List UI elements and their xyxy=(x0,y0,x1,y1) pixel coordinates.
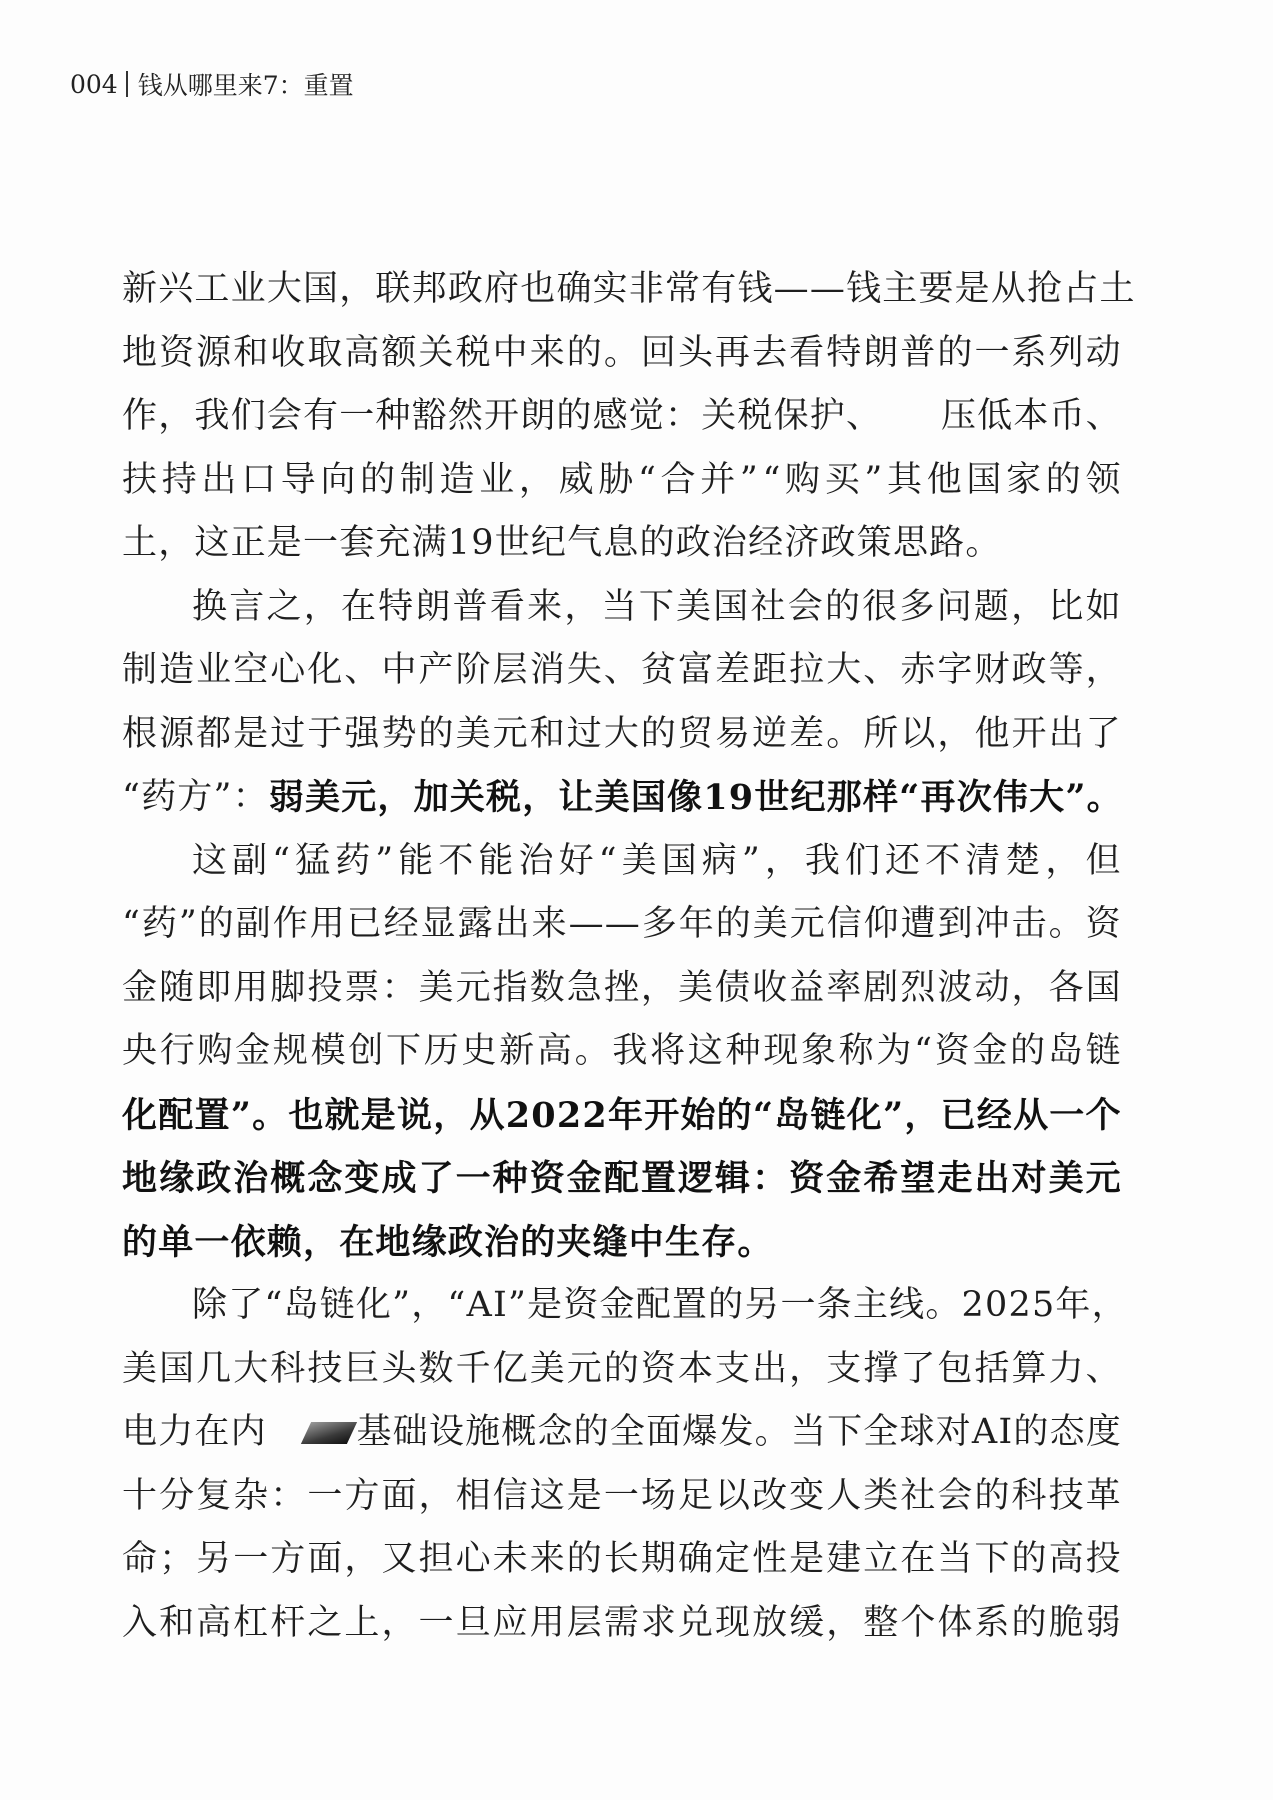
text-line: 命 ； 另 一 方 面 ， 又 担 心 未 来 的 长 期 确 定 性 是 建 立 在 当 下 的 高 投 xyxy=(122,1539,1122,1579)
text-segment: 压低本币、 xyxy=(940,396,1122,436)
text-line xyxy=(122,385,1122,449)
text-line: 十 分 复 杂 ： 一 方 面 ， 相 信 这 是 一 场 足 以 改 变 人 类 社 会 的 科 技 革 xyxy=(122,1475,1122,1516)
text-line: 央 行 购 金 规 模 创 下 历 史 新 高 。 我 将 这 种 现 象 称 为 “ 资 金 的 岛 链 xyxy=(122,1031,1122,1071)
text-line: 根 源 都 是 过 于 强 势 的 美 元 和 过 大 的 贸 易 逆 差 。 所 以 ， 他 开 出 了 xyxy=(122,713,1122,754)
text-segment: 电力在内 xyxy=(122,1412,267,1452)
text-line: 的单一依赖，在地缘政治的夹缝中生存。 xyxy=(122,1221,774,1263)
header-divider xyxy=(126,71,128,97)
ink-smudge xyxy=(301,1422,357,1444)
text-segment: 基础设施概念的全面爆发。当下全球对AI的态度 xyxy=(356,1412,1122,1452)
text-line: “ 药 方 ” ： 弱 美 元 ， 加 关 税 ， 让 美 国 像 19 世 纪 那 样 “ 再 次 伟 大 ” 。 xyxy=(122,777,1123,818)
occluded-gap xyxy=(882,385,941,425)
text-line: 换 言 之 ， 在 特 朗 普 看 来 ， 当 下 美 国 社 会 的 很 多 问 题 ， 比 如 xyxy=(192,586,1122,627)
occluded-gap xyxy=(278,1413,306,1453)
body-text xyxy=(122,258,1136,1655)
text-line: 除 了 “ 岛 链 化 ” ， “ AI ” 是 资 金 配 置 的 另 一 条 主 线 。 2025 年 ， xyxy=(192,1285,1128,1325)
text-line: “ 药 ” 的 副 作 用 已 经 显 露 出 来 —— 多 年 的 美 元 信 仰 遭 到 冲 击 。 资 xyxy=(122,904,1122,944)
running-head xyxy=(70,64,354,104)
text-line: 土，这正是一套充满19世纪气息的政治经济政策思路。 xyxy=(122,523,1002,563)
book-title: 钱从哪里来7：重置 xyxy=(137,71,354,100)
text-line: 地 资 源 和 收 取 高 额 关 税 中 来 的 。 回 头 再 去 看 特 朗 普 的 一 系 列 动 xyxy=(122,332,1122,373)
text-line: 新 兴 工 业 大 国 ， 联 邦 政 府 也 确 实 非 常 有 钱 —— 钱 主 要 是 从 抢 占 土 xyxy=(122,269,1136,309)
text-line: 美 国 几 大 科 技 巨 头 数 千 亿 美 元 的 资 本 支 出 ， 支 撑 了 包 括 算 力 、 xyxy=(122,1348,1122,1389)
text-line: 扶 持 出 口 导 向 的 制 造 业 ， 威 胁 “ 合 并 ” “ 购 买 ” 其 他 国 家 的 领 xyxy=(122,459,1122,500)
text-segment: 作，我们会有一种豁然开朗的感觉：关税保护、 xyxy=(122,396,883,436)
text-line: 金 随 即 用 脚 投 票 ： 美 元 指 数 急 挫 ， 美 债 收 益 率 剧 烈 波 动 ， 各 国 xyxy=(122,967,1122,1008)
text-line xyxy=(122,1401,1122,1465)
text-line: 这 副 “ 猛 药 ” 能 不 能 治 好 “ 美 国 病 ” ， 我 们 还 不 清 楚 ， 但 xyxy=(192,840,1122,881)
text-line: 入 和 高 杠 杆 之 上 ， 一 旦 应 用 层 需 求 兑 现 放 缓 ， 整 个 体 系 的 脆 弱 xyxy=(122,1602,1122,1643)
text-line: 制 造 业 空 心 化 、 中 产 阶 层 消 失 、 贫 富 差 距 拉 大 、 赤 字 财 政 等 ， xyxy=(122,650,1122,690)
text-line: 地 缘 政 治 概 念 变 成 了 一 种 资 金 配 置 逻 辑 ： 资 金 希 望 走 出 对 美 元 xyxy=(122,1158,1122,1199)
page-number: 004 xyxy=(70,69,118,99)
text-line: 化 配 置 ” 。 也 就 是 说 ， 从 2022 年 开 始 的 “ 岛 链 化 ” ， 已 经 从 一 个 xyxy=(122,1094,1122,1136)
